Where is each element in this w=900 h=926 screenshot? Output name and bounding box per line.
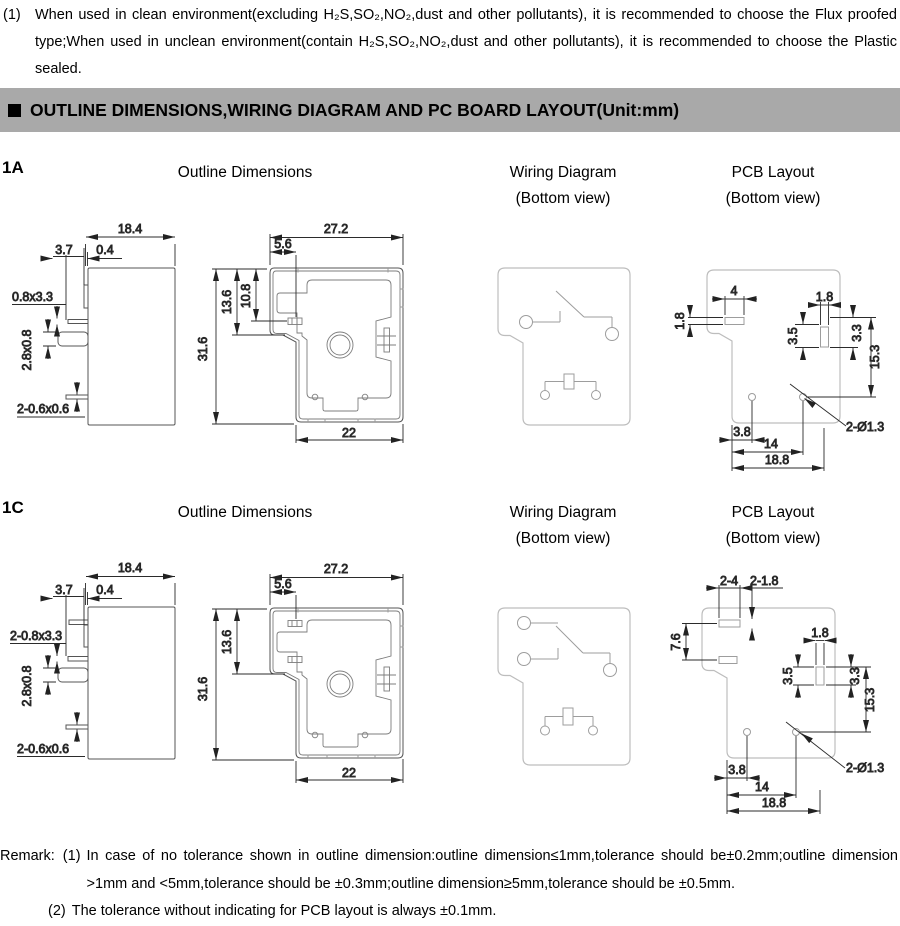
note-text: When used in clean environment(excluding H₂S,SO₂,NO₂,dust and other pollutants), it is recommended to choose the Flux proofed type;When used in unclean environment(contain H₂S,SO₂,NO₂,dust and other pollutants), it is recommended to choose the Plastic sealed. [35,7,897,77]
dim-label: 7.6 [669,633,683,651]
remark-text-2: The tolerance without indicating for PCB layout is always ±0.1mm. [71,903,497,919]
dim-offset [42,243,122,320]
dim-label: 4 [730,284,738,298]
center-boss-inner [330,335,350,355]
remark-item-2 [48,898,898,926]
dim-label: 31.6 [196,336,210,362]
dim-label: 3.7 [55,583,73,597]
pin-bump [84,285,88,308]
right-pin [384,667,390,691]
left-pin-slot [288,318,302,325]
coil-symbol [541,374,601,400]
case-wall [273,611,400,755]
dim-step-height [212,609,285,674]
remark-block [0,843,898,926]
dim-base [296,424,403,443]
contact-symbol [520,291,619,341]
coil-symbol [541,708,598,735]
dim-coil-pin [17,712,85,757]
dim-label: 3.8 [728,763,746,777]
pad-slot [725,318,744,325]
remark-text-1: In case of no tolerance shown in outline dimension:outline dimension≤1mm,tolerance should be±0.2mm;outline dimension >1mm and <5mm,tolerance should be ±0.3mm;outline dimension≥5mm,tolerance should be ±0.5mm. [86,848,898,892]
dim-slot2-w [804,626,836,665]
dim-a [781,654,814,698]
wiring-head-line1: Wiring Diagram [509,164,617,181]
dim-flat-pin [10,629,66,673]
left-pin-slot [288,621,302,627]
right-pin [384,328,390,352]
dim-label: 18.4 [117,222,143,236]
dim-label: 2-0.6x0.6 [17,402,70,416]
technical-drawings [0,150,900,845]
coil-pin [66,395,88,399]
column-head-outline-1c: Outline Dimensions [177,504,313,521]
pcb-head-line2: (Bottom view) [725,530,821,547]
pcb-head-line2: (Bottom view) [725,190,821,207]
dim-label: 2-4 [719,574,739,588]
pcb-head-line1: PCB Layout [731,504,815,521]
square-bullet-icon [8,104,21,117]
dim-slot2-w [808,290,841,325]
hole [749,394,756,401]
remark-item-1 [0,843,898,898]
dim-gap [669,624,717,661]
section-header-title: OUTLINE DIMENSIONS,WIRING DIAGRAM AND PC BOARD LAYOUT(Unit:mm) [30,99,680,120]
dim-slot-w [706,574,753,618]
dim-label: 0.4 [96,243,114,257]
dim-label: 1.8 [811,626,829,640]
pcb-head-line1: PCB Layout [731,164,815,181]
remark-label: Remark: [0,848,55,864]
dim-label: 0.8x3.3 [12,290,54,304]
dim-label: 15.3 [863,687,877,713]
left-pin-slot [288,657,302,663]
dim-label: 14 [764,437,778,451]
dim-c [807,318,882,398]
dim-d [719,401,765,471]
drawing-1c-outline-bottom [196,562,404,783]
relay-outline [498,268,630,425]
dim-label: 31.6 [196,676,210,702]
dim-slot-h [673,305,723,337]
dim-holes [790,384,884,434]
dim-label: 22 [342,766,356,780]
dim-label: 3.3 [848,667,862,685]
dim-label: 13.6 [220,289,234,315]
dim-slot-w [712,284,757,315]
dim-label: 3.5 [786,327,800,345]
environment-note [3,2,897,83]
drawing-1a-wiring [498,268,630,425]
coil-pin-mark [362,394,368,400]
relay-body-side [88,268,175,425]
drawing-1c-wiring [498,608,630,765]
drawing-1c-outline-side [10,561,175,759]
dim-label: 3.8 [733,425,751,439]
center-boss-outer [327,332,353,358]
dim-a [786,312,819,360]
dim-label: 2.8x0.8 [20,329,34,371]
coil-pin-mark [362,732,368,738]
dim-label: 3.3 [850,324,864,342]
dim-inset [270,237,296,317]
dim-tab [20,319,56,371]
dim-label: 2-0.6x0.6 [17,742,70,756]
dim-label: 0.4 [96,583,114,597]
dim-label: 3.7 [55,243,73,257]
center-boss-inner [330,674,350,694]
dim-c [800,667,877,732]
note-marker: (1) [3,7,21,23]
dim-label: 13.6 [220,629,234,655]
dim-label: 2.8x0.8 [20,665,34,707]
dim-label: 27.2 [323,222,349,236]
dim-label: 1.8 [815,290,834,304]
column-head-outline-1a: Outline Dimensions [177,164,313,181]
dim-label: 18.8 [761,796,787,810]
pad-slot [816,667,824,685]
dim-label: 2-1.8 [750,574,779,588]
dim-f [727,790,820,814]
contact-symbol [518,617,617,677]
mechanism-outline [277,620,391,747]
dim-label: 2-0.8x3.3 [10,629,63,643]
pad-slot [719,620,740,627]
mechanism-outline [277,280,391,411]
coil-pin-mark [312,394,318,400]
flat-pin-top [69,620,88,625]
flat-pin [68,657,88,662]
dim-label: 18.4 [117,561,143,575]
hole [744,729,751,736]
dim-label: 22 [342,426,356,440]
coil-pin-mark [312,732,318,738]
drawing-1c-pcb [669,574,884,814]
mount-tab [58,668,88,682]
drawing-1a-pcb [673,270,884,471]
section-label-1a: 1A [2,158,24,177]
section-label-1c: 1C [2,498,24,517]
dim-slot-h [750,574,783,640]
pad-slot [821,327,829,347]
dim-label: 5.6 [274,577,292,591]
dim-label: 2-Ø1.3 [846,761,885,775]
dim-label: 14 [755,780,769,794]
flat-pin [68,320,88,324]
remark-marker-2: (2) [48,903,66,919]
dim-label: 27.2 [323,562,349,576]
section-header-bar [0,88,900,132]
dim-label: 18.8 [764,453,790,467]
wiring-head-line2: (Bottom view) [515,530,611,547]
dim-label: 3.5 [781,667,795,685]
wiring-head-line2: (Bottom view) [515,190,611,207]
dim-label: 2-Ø1.3 [846,420,885,434]
dim-flat-pin [12,290,66,336]
wiring-head-line1: Wiring Diagram [509,504,617,521]
dim-d [714,736,760,814]
pin-bump [84,625,88,647]
dim-label: 1.8 [673,312,687,330]
case-outline [270,608,403,758]
relay-outline [498,608,630,765]
mount-tab [58,332,88,346]
remark-marker-1: (1) [62,848,81,864]
center-boss-outer [327,671,353,697]
drawing-1a-outline-bottom [196,222,404,443]
relay-body-side [88,607,175,759]
coil-pin [66,725,88,729]
dim-label: 15.3 [868,344,882,370]
pad-slot [719,657,737,664]
drawing-1a-outline-side [12,222,175,425]
dim-label: 5.6 [274,237,292,251]
dim-base [296,759,403,783]
dim-tab [20,655,56,707]
dim-inset [270,577,296,619]
dim-label: 10.8 [239,283,253,309]
